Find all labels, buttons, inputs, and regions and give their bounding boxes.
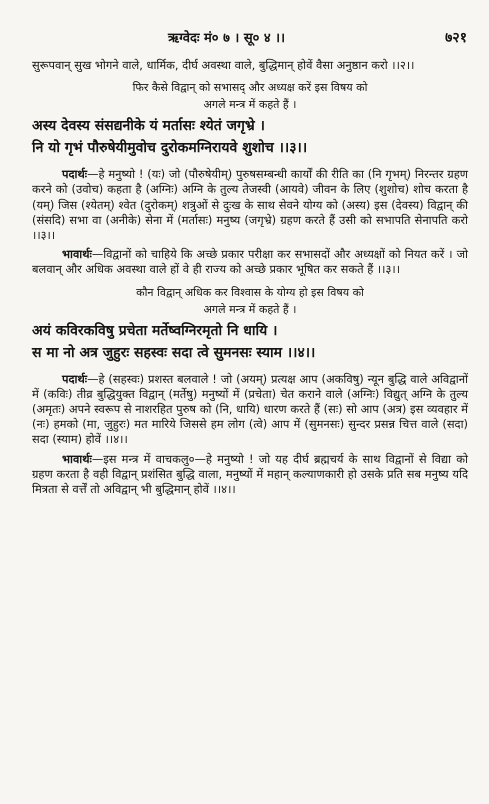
page-header [0, 28, 489, 50]
verse-4-intro-line-1: कौन विद्वान् अधिक कर विश्वास के योग्य हो इस विषय को [136, 285, 364, 299]
verse-3-intro-line-1: फिर कैसे विद्वान् को सभासद् और अध्यक्ष करें इस विषय को [132, 81, 368, 95]
previous-verse-closing: सुरूपवान् सुख भोगने वाले, धार्मिक, दीर्घ अवस्था वाले, बुद्धिमान् होवें वैसा अनुष्ठान करो ।।२।। [32, 58, 415, 72]
bhavartha-label: भावार्थः [62, 451, 92, 466]
verse-4-mantra-line-1: अयं कविरकविषु प्रचेता मर्तेष्वग्निरमृतो नि धायि । [32, 322, 278, 339]
running-head: ऋग्वेदः मं० ७ । सू० ४ ।। [168, 31, 286, 46]
page-body [32, 58, 468, 501]
verse-3-mantra-line-2: नि यो गृभं पौरुषेयीमुवोच दुरोकमग्निरायवे शुशोच ।।३।। [32, 140, 308, 157]
verse-4-mantra-line-2: स मा नो अत्र जुहुरः सहस्वः सदा त्वे सुमनसः स्याम ।।४।। [32, 344, 316, 361]
verse-3-padartha [32, 167, 468, 243]
verse-3-intro-line-2: अगले मन्त्र में कहते हैं । [203, 98, 297, 112]
padartha-text: —हे (सहस्वः) प्रशस्त बलवाले ! जो (अयम्) प्रत्यक्ष आप (अकविषु) न्यून बुद्धि वाले अविद्वानों में (कविः) तीव्र बुद्धियुक्त विद्वान् (मर्तेषु) मनुष्यों में (प्रचेता) चेत कराने वाले (अग्निः) विद्युत् अग्नि के तुल्य (अमृतः) अपने स्वरूप से नाशरहित पुरुष को (नि, धायि) धारण करते हैं (सः) सो आप (अत्र) इस व्यवहार में (नः) हमको (मा, जुहुरः) मत मारिये जिससे हम लोग (त्वे) आप में (सुमनसः) सुन्दर प्रसन्न चित्त वाले (सदा) सदा (स्याम) होवें ।।४।। [32, 371, 468, 447]
verse-3-bhavartha [32, 247, 468, 277]
verse-3-mantra-line-1: अस्य देवस्य संसद्यनीके यं मर्तासः श्येतं जगृभ्रे । [32, 118, 265, 135]
padartha-label: पदार्थः [62, 371, 88, 386]
verse-4-intro-line-2: अगले मन्त्र में कहते हैं । [203, 302, 297, 316]
bhavartha-text: —इस मन्त्र में वाचकलु०—हे मनुष्यो ! जो यह दीर्घ ब्रह्मचर्य के साथ विद्वानों से विद्या को ग्रहण करता है वही विद्वान् प्रशंसित बुद्धि वाला, मनुष्यों में महान् कल्याणकारी हो उसके प्रति सब मनुष्य यदि मित्रता से वर्त्तें तो अविद्वान् भी बुद्धिमान् होवें ।।४।। [32, 451, 468, 497]
verse-4-bhavartha [32, 452, 468, 498]
bhavartha-label: भावार्थः [62, 247, 92, 262]
bhavartha-text: —विद्वानों को चाहिये कि अच्छे प्रकार परीक्षा कर सभासदों और अध्यक्षों को नियत करें । जो बलवान् और अधिक अवस्था वाले हों वे ही राज्य को अच्छे प्रकार भूषित कर सकते हैं ।।३।। [32, 247, 468, 277]
verse-3-section [32, 81, 468, 277]
verse-4-section [32, 286, 468, 498]
page-number: ७२१ [445, 30, 467, 46]
padartha-text: —हे मनुष्यो ! (यः) जो (पौरुषेयीम्) पुरुषसम्बन्धी कार्यों की रीति का (नि गृभम्) निरन्तर ग्रहण करने को (उवोच) कहता है (अग्निः) अग्नि के तुल्य तेजस्वी (आयवे) जीवन के लिए (शुशोच) शोच करता है (यम्) जिस (श्येतम्) श्वेत (दुरोकम्) शत्रुओं से दुःख के साथ सेवने योग्य को (अस्य) इस (देवस्य) विद्वान् की (संसदि) सभा वा (अनीके) सेना में (मर्तासः) मनुष्य (जगृभ्रे) ग्रहण करते हैं उसी को सभापति सेनापति करो ।।३।। [32, 167, 468, 243]
verse-4-padartha [32, 372, 468, 448]
padartha-label: पदार्थः [62, 167, 88, 182]
